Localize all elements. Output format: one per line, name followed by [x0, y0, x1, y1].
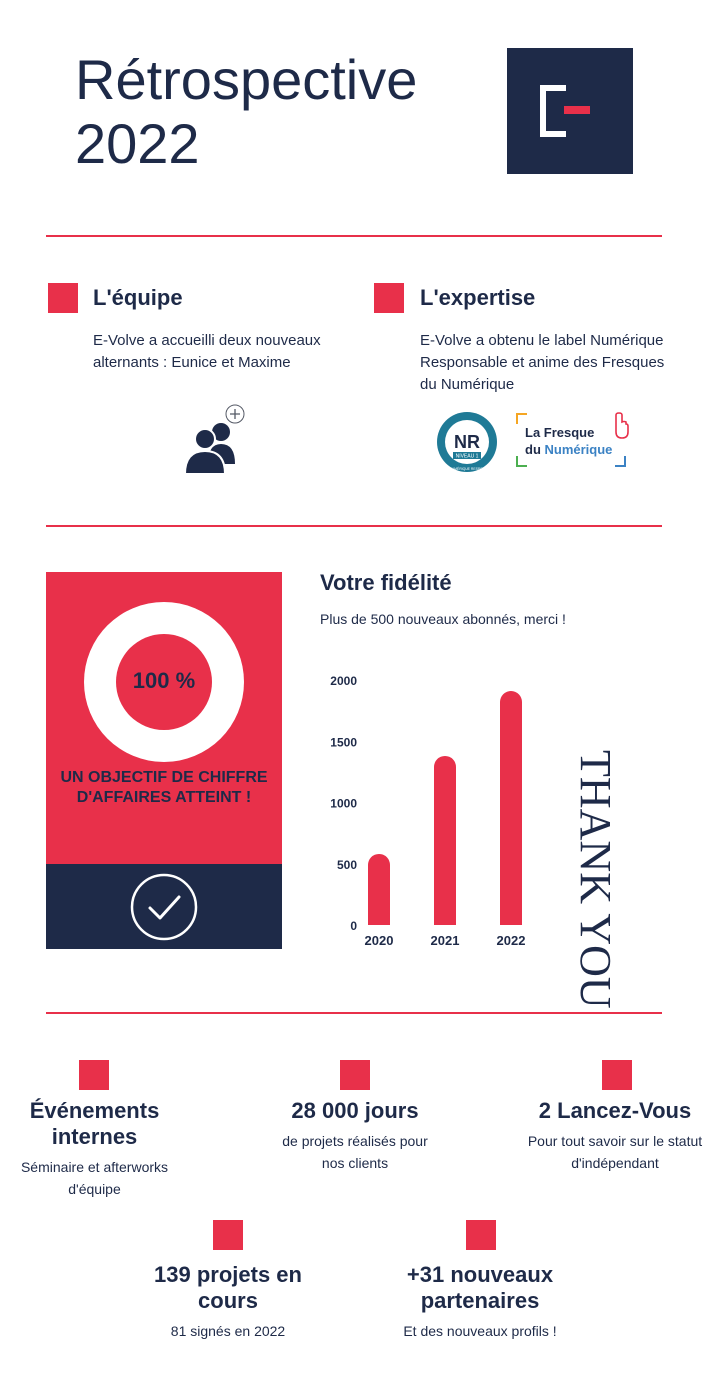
stat-days-small: de projets réalisés pour nos clients [282, 1133, 428, 1171]
e-volve-logo-icon [507, 48, 633, 174]
bar-2020 [368, 854, 390, 925]
divider-3 [46, 1012, 662, 1014]
stat-square-lancez [602, 1060, 632, 1090]
stat-days [270, 1098, 440, 1174]
team-square [48, 283, 78, 313]
stat-events-big: Événements internes [29, 1098, 160, 1149]
objective-percent: 100 % [132, 668, 196, 693]
fresque-numerique-logo [515, 412, 633, 468]
hand-pointer-icon [616, 413, 628, 438]
y-tick-label: 0 [350, 919, 357, 933]
team-title: L'équipe [93, 285, 183, 310]
fidelity-title: Votre fidélité [320, 570, 452, 595]
bar-2022 [500, 691, 522, 925]
nr-letters: NR [454, 432, 480, 452]
stat-lancez-big: 2 Lancez-Vous [538, 1098, 692, 1123]
divider-2 [46, 525, 662, 527]
stat-partners-big: +31 nouveaux partenaires [406, 1262, 554, 1313]
expertise-title: L'expertise [420, 285, 536, 310]
title-line-1: Rétrospective [75, 48, 418, 111]
stat-partners-small: Et des nouveaux profils ! [403, 1323, 557, 1339]
team-text: E-Volve a accueilli deux nouveaux alternants : Eunice et Maxime [93, 332, 321, 371]
stat-lancez-small: Pour tout savoir sur le statut d'indépendant [527, 1133, 703, 1171]
stat-projects-small: 81 signés en 2022 [170, 1323, 286, 1339]
add-users-icon [180, 402, 260, 478]
stat-lancez [522, 1098, 708, 1174]
y-tick-label: 1000 [330, 796, 357, 811]
stat-projects [140, 1262, 316, 1342]
stat-square-days [340, 1060, 370, 1090]
stat-square-projects [213, 1220, 243, 1250]
expertise-text: E-Volve a obtenu le label Numérique Responsable et anime des Fresques du Numérique [420, 332, 665, 393]
page-title [75, 48, 417, 176]
nr-ring-text: LABEL NUMÉRIQUE RESPONSABLE [437, 467, 497, 471]
nr-level: NIVEAU 1 [455, 453, 479, 460]
nr-label-badge [435, 410, 499, 474]
x-tick-label-2021: 2021 [430, 933, 460, 948]
stat-square-events [79, 1060, 109, 1090]
y-tick-label: 500 [336, 857, 357, 872]
check-circle-icon [130, 873, 198, 941]
stat-events [2, 1098, 187, 1200]
divider-1 [46, 235, 662, 237]
stat-events-small: Séminaire et afterworks d'équipe [20, 1159, 169, 1197]
stat-days-big: 28 000 jours [291, 1098, 419, 1123]
fidelity-subtitle: Plus de 500 nouveaux abonnés, merci ! [320, 611, 566, 627]
bar-2021 [434, 756, 456, 925]
x-tick-label-2022: 2022 [496, 933, 526, 948]
objective-text: UN OBJECTIF DE CHIFFRE D'AFFAIRES ATTEINT ! [60, 769, 268, 806]
y-tick-label: 1500 [330, 735, 357, 750]
x-tick-label-2020: 2020 [364, 933, 394, 948]
thank-you-text: THANK YOU [571, 750, 620, 1009]
fresque-line-2-prefix: du [525, 442, 545, 457]
expertise-square [374, 283, 404, 313]
stat-square-partners [466, 1220, 496, 1250]
fresque-line-2-highlight: Numérique [544, 442, 613, 457]
stat-partners [385, 1262, 575, 1342]
title-line-2: 2022 [75, 112, 200, 175]
fresque-line-1: La Fresque [525, 425, 595, 440]
y-tick-label: 2000 [330, 674, 357, 688]
subscribers-chart [300, 660, 550, 960]
stat-projects-big: 139 projets en cours [154, 1262, 302, 1313]
